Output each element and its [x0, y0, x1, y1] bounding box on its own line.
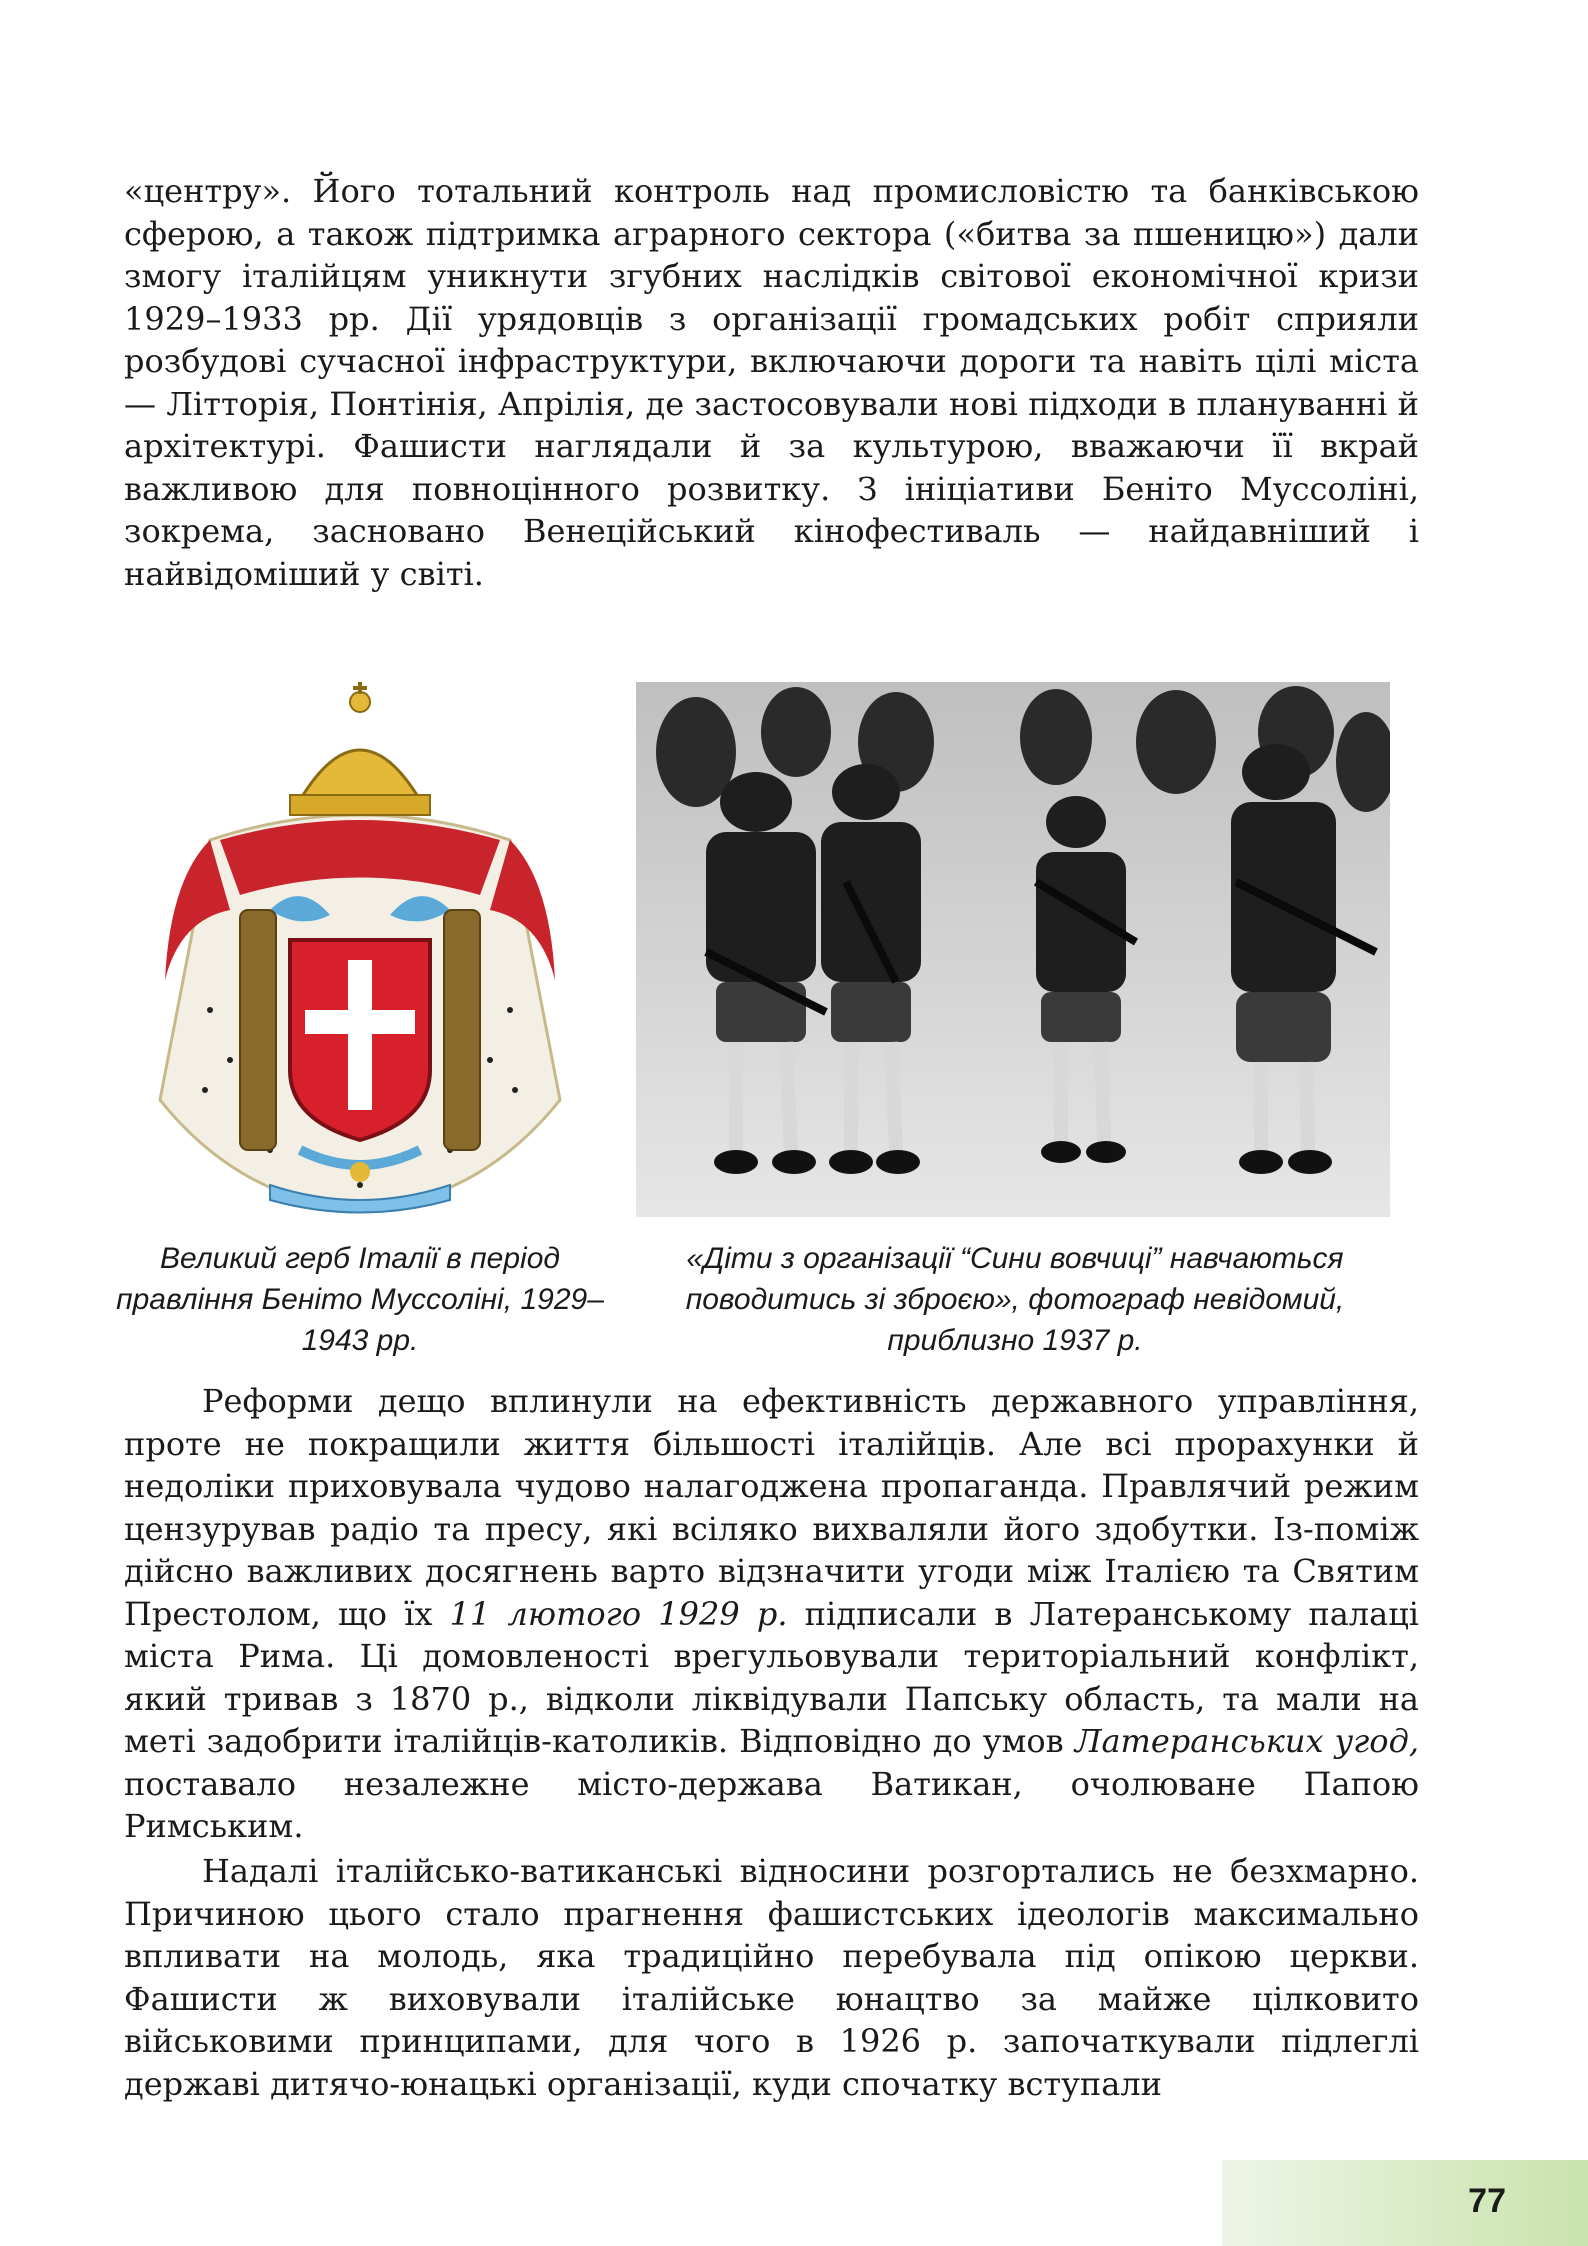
body-paragraph-1: «центру». Його тотальний контроль над промисловістю та банківською сферою, а також підтримка аграрного сектора («битва за пшеницю») дали змогу італійцям уникнути згубних наслідків світової економічної кризи 1929–1933 рр. Дії урядовців з організації громадських робіт сприяли розбудові сучасної інфраструктури, включаючи дороги та навіть цілі міста — Літторія, Понтінія, Апрілія, де застосовували нові підходи в плануванні й архітектурі. Фашисти наглядали й за культурою, вважаючи її вкрай важливою для повноцінного розвитку. З ініціативи Беніто Муссоліні, зокрема, засновано Венеційський кінофестиваль — найдавніший і найвідоміший у світі.	[124, 172, 1419, 593]
body-paragraph-3: Надалі італійсько-ватиканські відносини розгортались не безхмарно. Причиною цього стало прагнення фашистських ідеологів максимально впливати на молодь, яка традиційно перебувала під опікою церкви. Фашисти ж виховували італійське юнацтво за майже цілковито військовими принципами, для чого в 1926 р. започаткували підлеглі державі дитячо-юнацькі організації, куди спочатку вступали	[124, 1852, 1419, 2103]
coat-of-arms-caption: Великий герб Італії в період правління Беніто Муссоліні, 1929–1943 рр.	[116, 1242, 604, 1357]
youth-organization-photo	[636, 682, 1390, 1217]
lateran-treaty-term: Латеранських угод,	[1074, 1722, 1420, 1760]
coat-of-arms-image	[150, 680, 570, 1220]
paragraph-2-text-a: Реформи дещо вплинули на ефективність державного управління, проте не покращили життя більшості італійців. Але всі прорахунки й недоліки приховувала чудово налагоджена пропаганда. Правлячий режим цензурував радіо та пресу, які всіляко вихваляли його здобутки. Із-поміж дійсно важливих досягнень варто відзначити угоди між Італією та Святим Престолом, що їх	[124, 1382, 1419, 1633]
body-paragraph-2	[124, 1380, 1419, 1848]
page-number-band	[1222, 2160, 1588, 2246]
photo-caption: «Діти з організації “Сини вовчиці” навчаються поводитись зі зброєю», фотограф невідомий, приблизно 1937 р.	[685, 1242, 1345, 1357]
paragraph-2-text-c: поставало незалежне місто-держава Ватикан, очолюване Папою Римським.	[124, 1764, 1419, 1845]
treaty-date: 11 лютого 1929 р.	[449, 1594, 788, 1633]
page-number: 77	[1468, 2182, 1506, 2220]
paragraph-2-text-b: підписали в Латеранському палаці міста Рима. Ці домовленості врегульовували територіальний конфлікт, який тривав з 1870 р., відколи ліквідували Папську область, та мали на меті задобрити італійців-католиків. Відповідно до умов	[124, 1594, 1419, 1760]
